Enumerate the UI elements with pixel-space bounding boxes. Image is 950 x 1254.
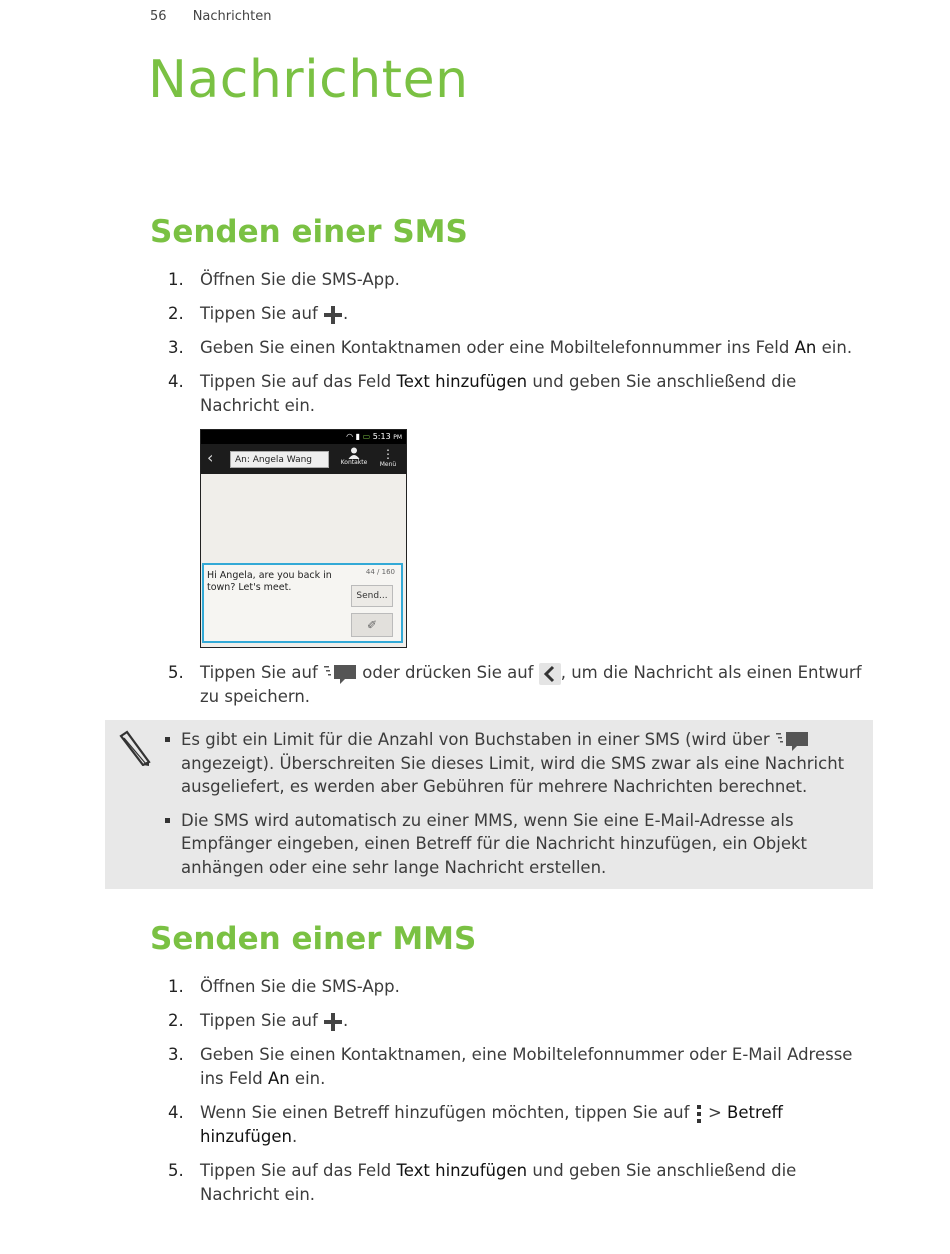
wifi-icon: ◠: [346, 432, 354, 441]
contacts-label: Kontakte: [340, 459, 368, 466]
status-ampm: PM: [393, 434, 402, 441]
step-text-end: und geben Sie anschließend die Nachricht ein.: [200, 372, 797, 415]
step-number: 2.: [168, 1011, 184, 1030]
step-number: 5.: [168, 663, 184, 682]
field-name: Text hinzufügen: [396, 1161, 528, 1180]
note-text: Die SMS wird automatisch zu einer MMS, wenn Sie eine E-Mail-Adresse als Empfänger eingeben, einen Betreff für die Nachricht hinzufügen, ein Objekt anhängen oder eine sehr lange Nachricht erstellen.: [181, 810, 808, 877]
menu-dots-icon: [695, 1104, 703, 1124]
sms-step-3: [150, 336, 880, 360]
step-number: 1.: [168, 977, 184, 996]
step-text-end: .: [343, 304, 349, 323]
section-title-mms: Senden einer MMS: [150, 921, 477, 957]
action-bar: [201, 444, 406, 474]
status-time: 5:13: [372, 432, 391, 441]
sms-step-4: [150, 370, 880, 418]
note-text: Es gibt ein Limit für die Anzahl von Buchstaben in einer SMS (wird über: [181, 730, 775, 749]
step-text: Wenn Sie einen Betreff hinzufügen möchten, tippen Sie auf: [200, 1103, 695, 1122]
page-number: 56: [150, 9, 167, 24]
note-item-1: [163, 728, 853, 799]
step-text-end: , um die Nachricht als einen Entwurf zu speichern.: [200, 663, 862, 706]
step-number: 3.: [168, 338, 184, 357]
back-arrow-icon[interactable]: ‹: [207, 448, 214, 467]
send-button[interactable]: Send...: [351, 585, 393, 607]
running-title: Nachrichten: [192, 9, 272, 24]
sms-steps: [150, 268, 880, 428]
mms-step-5: [150, 1159, 880, 1207]
step-text: Tippen Sie auf das Feld: [200, 372, 397, 391]
bullet: [165, 818, 170, 823]
pencil-icon: [117, 730, 151, 766]
step-text-mid: oder drücken Sie auf: [357, 663, 539, 682]
note-box: [105, 720, 873, 889]
sms-step-5: [150, 661, 880, 709]
note-text-end: angezeigt). Überschreiten Sie dieses Limit, wird die SMS zwar als eine Nachricht ausgeliefert, es werden aber Gebühren für mehrere Nachrichten berechnet.: [181, 753, 845, 796]
step-number: 3.: [168, 1045, 184, 1064]
signal-icon: ▮: [355, 432, 361, 441]
step-text-end: und geben Sie anschließend die Nachricht ein.: [200, 1161, 797, 1204]
step-number: 2.: [168, 304, 184, 323]
mms-step-3: [150, 1043, 880, 1091]
step-text: Öffnen Sie die SMS-App.: [200, 977, 400, 996]
step-text-end: .: [291, 1127, 298, 1146]
person-icon: [348, 447, 360, 459]
section-title-sms: Senden einer SMS: [150, 214, 468, 250]
chapter-title: Nachrichten: [148, 50, 469, 110]
step-text-end: ein.: [289, 1069, 326, 1088]
step-number: 1.: [168, 270, 184, 289]
step-text: Tippen Sie auf: [200, 1011, 324, 1030]
plus-icon: [323, 1012, 343, 1032]
mms-step-4: [150, 1101, 880, 1149]
menu-button[interactable]: [373, 447, 403, 468]
step-text: Geben Sie einen Kontaktnamen oder eine Mobiltelefonnummer ins Feld: [200, 338, 795, 357]
menu-dots-icon: ⋮: [382, 447, 394, 461]
step-text: Geben Sie einen Kontaktnamen, eine Mobiltelefonnummer oder E-Mail Adresse ins Feld: [200, 1045, 853, 1088]
battery-icon: ▭: [362, 432, 371, 441]
attach-button[interactable]: [351, 613, 393, 637]
step-text-end: ein.: [816, 338, 853, 357]
message-text[interactable]: Hi Angela, are you back in town? Let's meet.: [207, 570, 332, 593]
bullet: [165, 737, 170, 742]
save-draft-icon: [323, 663, 357, 685]
mms-step-2: [150, 1009, 880, 1033]
field-name: An: [267, 1069, 290, 1088]
sms-step-2: [150, 302, 880, 326]
mms-steps: [150, 975, 880, 1217]
phone-screenshot: [200, 429, 407, 648]
menu-option-name: Betreff hinzufügen: [200, 1103, 783, 1146]
step-number: 4.: [168, 1103, 184, 1122]
step-text: Öffnen Sie die SMS-App.: [200, 270, 400, 289]
to-field[interactable]: An: Angela Wang: [230, 451, 329, 468]
menu-separator: >: [702, 1103, 728, 1122]
status-bar: [201, 430, 406, 444]
step-text: Tippen Sie auf das Feld: [200, 1161, 397, 1180]
step-text: Tippen Sie auf: [200, 663, 324, 682]
paperclip-icon: ✐: [366, 618, 378, 632]
back-arrow-icon: [539, 663, 561, 685]
plus-icon: [323, 305, 343, 325]
note-list: [163, 728, 853, 889]
contacts-button[interactable]: [339, 447, 369, 466]
step-number: 4.: [168, 372, 184, 391]
field-name: Text hinzufügen: [396, 372, 528, 391]
sms-steps-continued: [150, 661, 880, 719]
step-number: 5.: [168, 1161, 184, 1180]
compose-area[interactable]: [202, 563, 403, 643]
sms-step-1: [150, 268, 880, 292]
menu-label: Menü: [379, 461, 397, 468]
field-name: An: [794, 338, 817, 357]
note-item-2: [163, 809, 853, 880]
char-counter: 44 / 160: [365, 568, 395, 576]
step-text: Tippen Sie auf: [200, 304, 324, 323]
step-text-end: .: [343, 1011, 349, 1030]
running-header: [150, 9, 271, 24]
save-draft-icon: [775, 730, 809, 752]
mms-step-1: [150, 975, 880, 999]
